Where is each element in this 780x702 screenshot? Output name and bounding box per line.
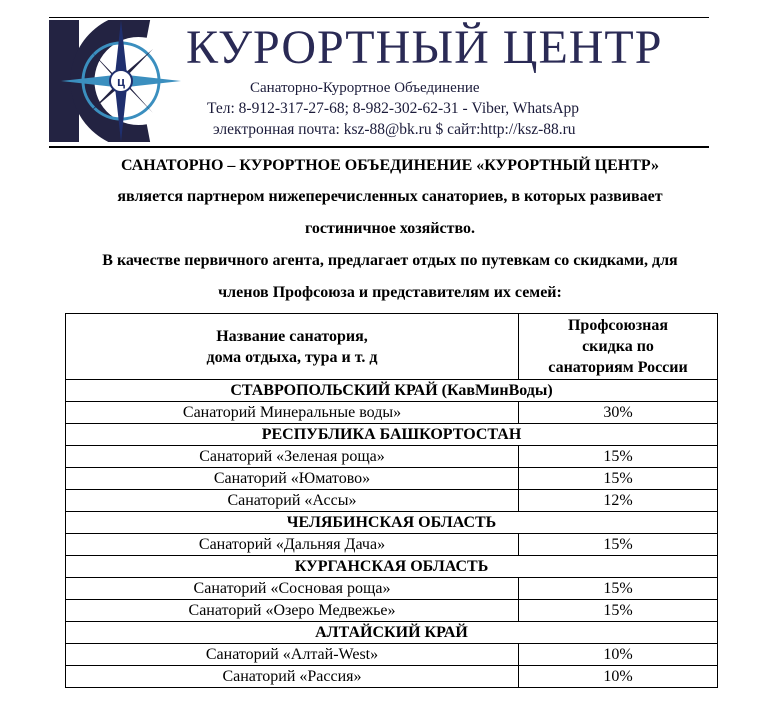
- intro-line: членов Профсоюза и представителям их семей:: [218, 284, 562, 301]
- table-row: [66, 490, 718, 512]
- column-header-discount: [519, 314, 718, 380]
- discount-value: 15%: [519, 578, 718, 600]
- table-row: [66, 402, 718, 424]
- sanatorium-name: Санаторий Минеральные воды»: [66, 402, 519, 424]
- top-rule: [49, 17, 709, 18]
- region-name: СТАВРОПОЛЬСКИЙ КРАЙ (КавМинВоды): [66, 380, 718, 402]
- sanatorium-table: [65, 313, 718, 688]
- intro-line: САНАТОРНО – КУРОРТНОЕ ОБЪЕДИНЕНИЕ «КУРОРТНЫЙ ЦЕНТР»: [120, 157, 660, 174]
- logo-letter: ц: [117, 74, 125, 89]
- discount-value: 10%: [519, 644, 718, 666]
- sanatorium-name: Санаторий «Зеленая роща»: [66, 446, 519, 468]
- sanatorium-name: Санаторий «Озеро Медвежье»: [66, 600, 519, 622]
- region-row: [66, 424, 718, 446]
- header-text: Профсоюзная: [567, 317, 669, 334]
- sanatorium-name: Санаторий «Дальняя Дача»: [66, 534, 519, 556]
- region-name: АЛТАЙСКИЙ КРАЙ: [66, 622, 718, 644]
- table-row: [66, 468, 718, 490]
- discount-value: 30%: [519, 402, 718, 424]
- region-row: [66, 380, 718, 402]
- discount-value: 15%: [519, 534, 718, 556]
- discount-value: 10%: [519, 666, 718, 688]
- table-header-row: [66, 314, 718, 380]
- table-row: [66, 666, 718, 688]
- discount-value: 15%: [519, 468, 718, 490]
- sanatorium-name: Санаторий «Ассы»: [66, 490, 519, 512]
- region-row: [66, 622, 718, 644]
- contact-phones: Тел: 8-912-317-27-68; 8-982-302-62-31 - Viber, WhatsApp: [207, 100, 580, 117]
- brand-title: КУРОРТНЫЙ ЦЕНТР: [186, 21, 663, 74]
- discount-value: 15%: [519, 600, 718, 622]
- table-row: [66, 600, 718, 622]
- discount-value: 12%: [519, 490, 718, 512]
- intro-line: гостиничное хозяйство.: [304, 220, 475, 237]
- region-name: КУРГАНСКАЯ ОБЛАСТЬ: [66, 556, 718, 578]
- brand-subtitle: Санаторно-Курортное Объединение: [250, 80, 480, 96]
- header-text: скидка по: [582, 338, 654, 355]
- header-text: санаториям России: [548, 359, 688, 376]
- region-name: ЧЕЛЯБИНСКАЯ ОБЛАСТЬ: [66, 512, 718, 534]
- header-text: Название санатория,: [216, 327, 368, 345]
- intro-line: является партнером нижеперечисленных санаториев, в которых развивает: [117, 188, 663, 205]
- table-row: [66, 578, 718, 600]
- contact-email: электронная почта: ksz-88@bk.ru $ сайт:http://ksz-88.ru: [213, 121, 576, 138]
- region-row: [66, 512, 718, 534]
- compass-logo-icon: [49, 20, 184, 142]
- table-row: [66, 446, 718, 468]
- sanatorium-name: Санаторий «Сосновая роща»: [66, 578, 519, 600]
- header-text: дома отдыха, тура и т. д: [206, 348, 378, 366]
- sanatorium-name: Санаторий «Алтай-West»: [66, 644, 519, 666]
- discount-value: 15%: [519, 446, 718, 468]
- region-name: РЕСПУБЛИКА БАШКОРТОСТАН: [66, 424, 718, 446]
- intro-line: В качестве первичного агента, предлагает отдых по путевкам со скидками, для: [102, 252, 678, 269]
- table-row: [66, 534, 718, 556]
- table-row: [66, 644, 718, 666]
- sanatorium-name: Санаторий «Рассия»: [66, 666, 519, 688]
- sanatorium-name: Санаторий «Юматово»: [66, 468, 519, 490]
- column-header-name: [66, 314, 519, 380]
- header-rule: [49, 146, 709, 148]
- region-row: [66, 556, 718, 578]
